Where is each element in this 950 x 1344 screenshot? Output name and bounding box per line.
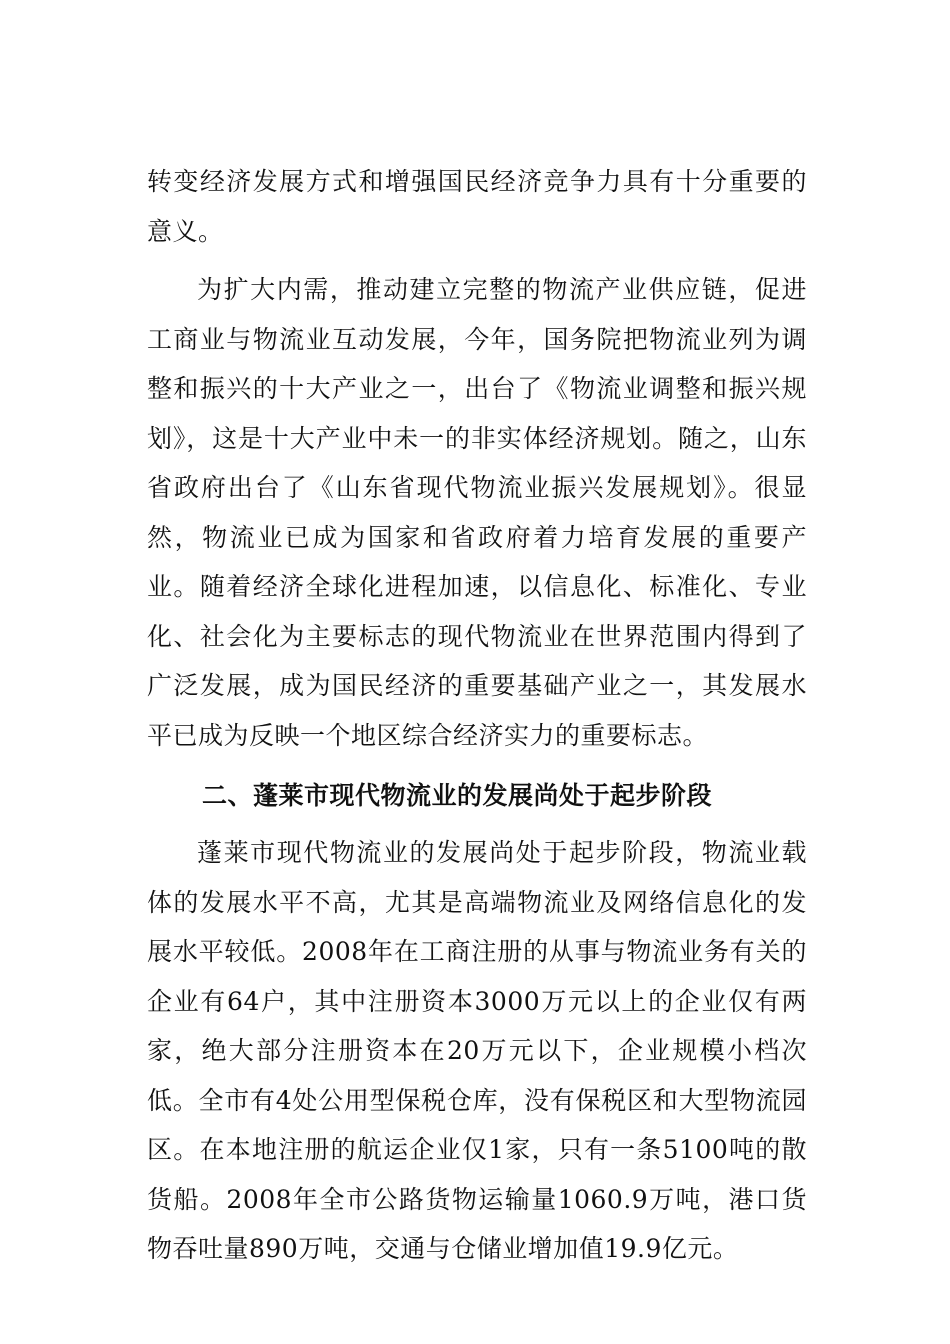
paragraph-continuation: 转变经济发展方式和增强国民经济竞争力具有十分重要的意义。 [147, 167, 807, 246]
paragraph-policy: 为扩大内需，推动建立完整的物流产业供应链，促进工商业与物流业互动发展，今年，国务院把物流业列为调整和振兴的十大产业之一，出台了《物流业调整和振兴规划》，这是十大产业中未一的非实体经济规划。随之，山东省政府出台了《山东省现代物流业振兴发展规划》。很显然，物流业已成为国家和省政府着力培育发展的重要产业。随着经济全球化进程加速，以信息化、标准化、专业化、社会化为主要标志的现代物流业在世界范围内得到了广泛发展，成为国民经济的重要基础产业之一，其发展水平已成为反映一个地区综合经济实力的重要标志。 [147, 275, 807, 750]
document-page [147, 157, 807, 1274]
section-heading: 二、蓬莱市现代物流业的发展尚处于起步阶段 [202, 781, 713, 810]
paragraph-penglai-status: 蓬莱市现代物流业的发展尚处于起步阶段，物流业载体的发展水平不高，尤其是高端物流业及网络信息化的发展水平较低。2008年在工商注册的从事与物流业务有关的企业有64户，其中注册资本3000万元以上的企业仅有两家，绝大部分注册资本在20万元以下，企业规模小档次低。全市有4处公用型保税仓库，没有保税区和大型物流园区。在本地注册的航运企业仅1家，只有一条5100吨的散货船。2008年全市公路货物运输量1060.9万吨，港口货物吞吐量890万吨，交通与仓储业增加值19.9亿元。 [147, 838, 807, 1263]
